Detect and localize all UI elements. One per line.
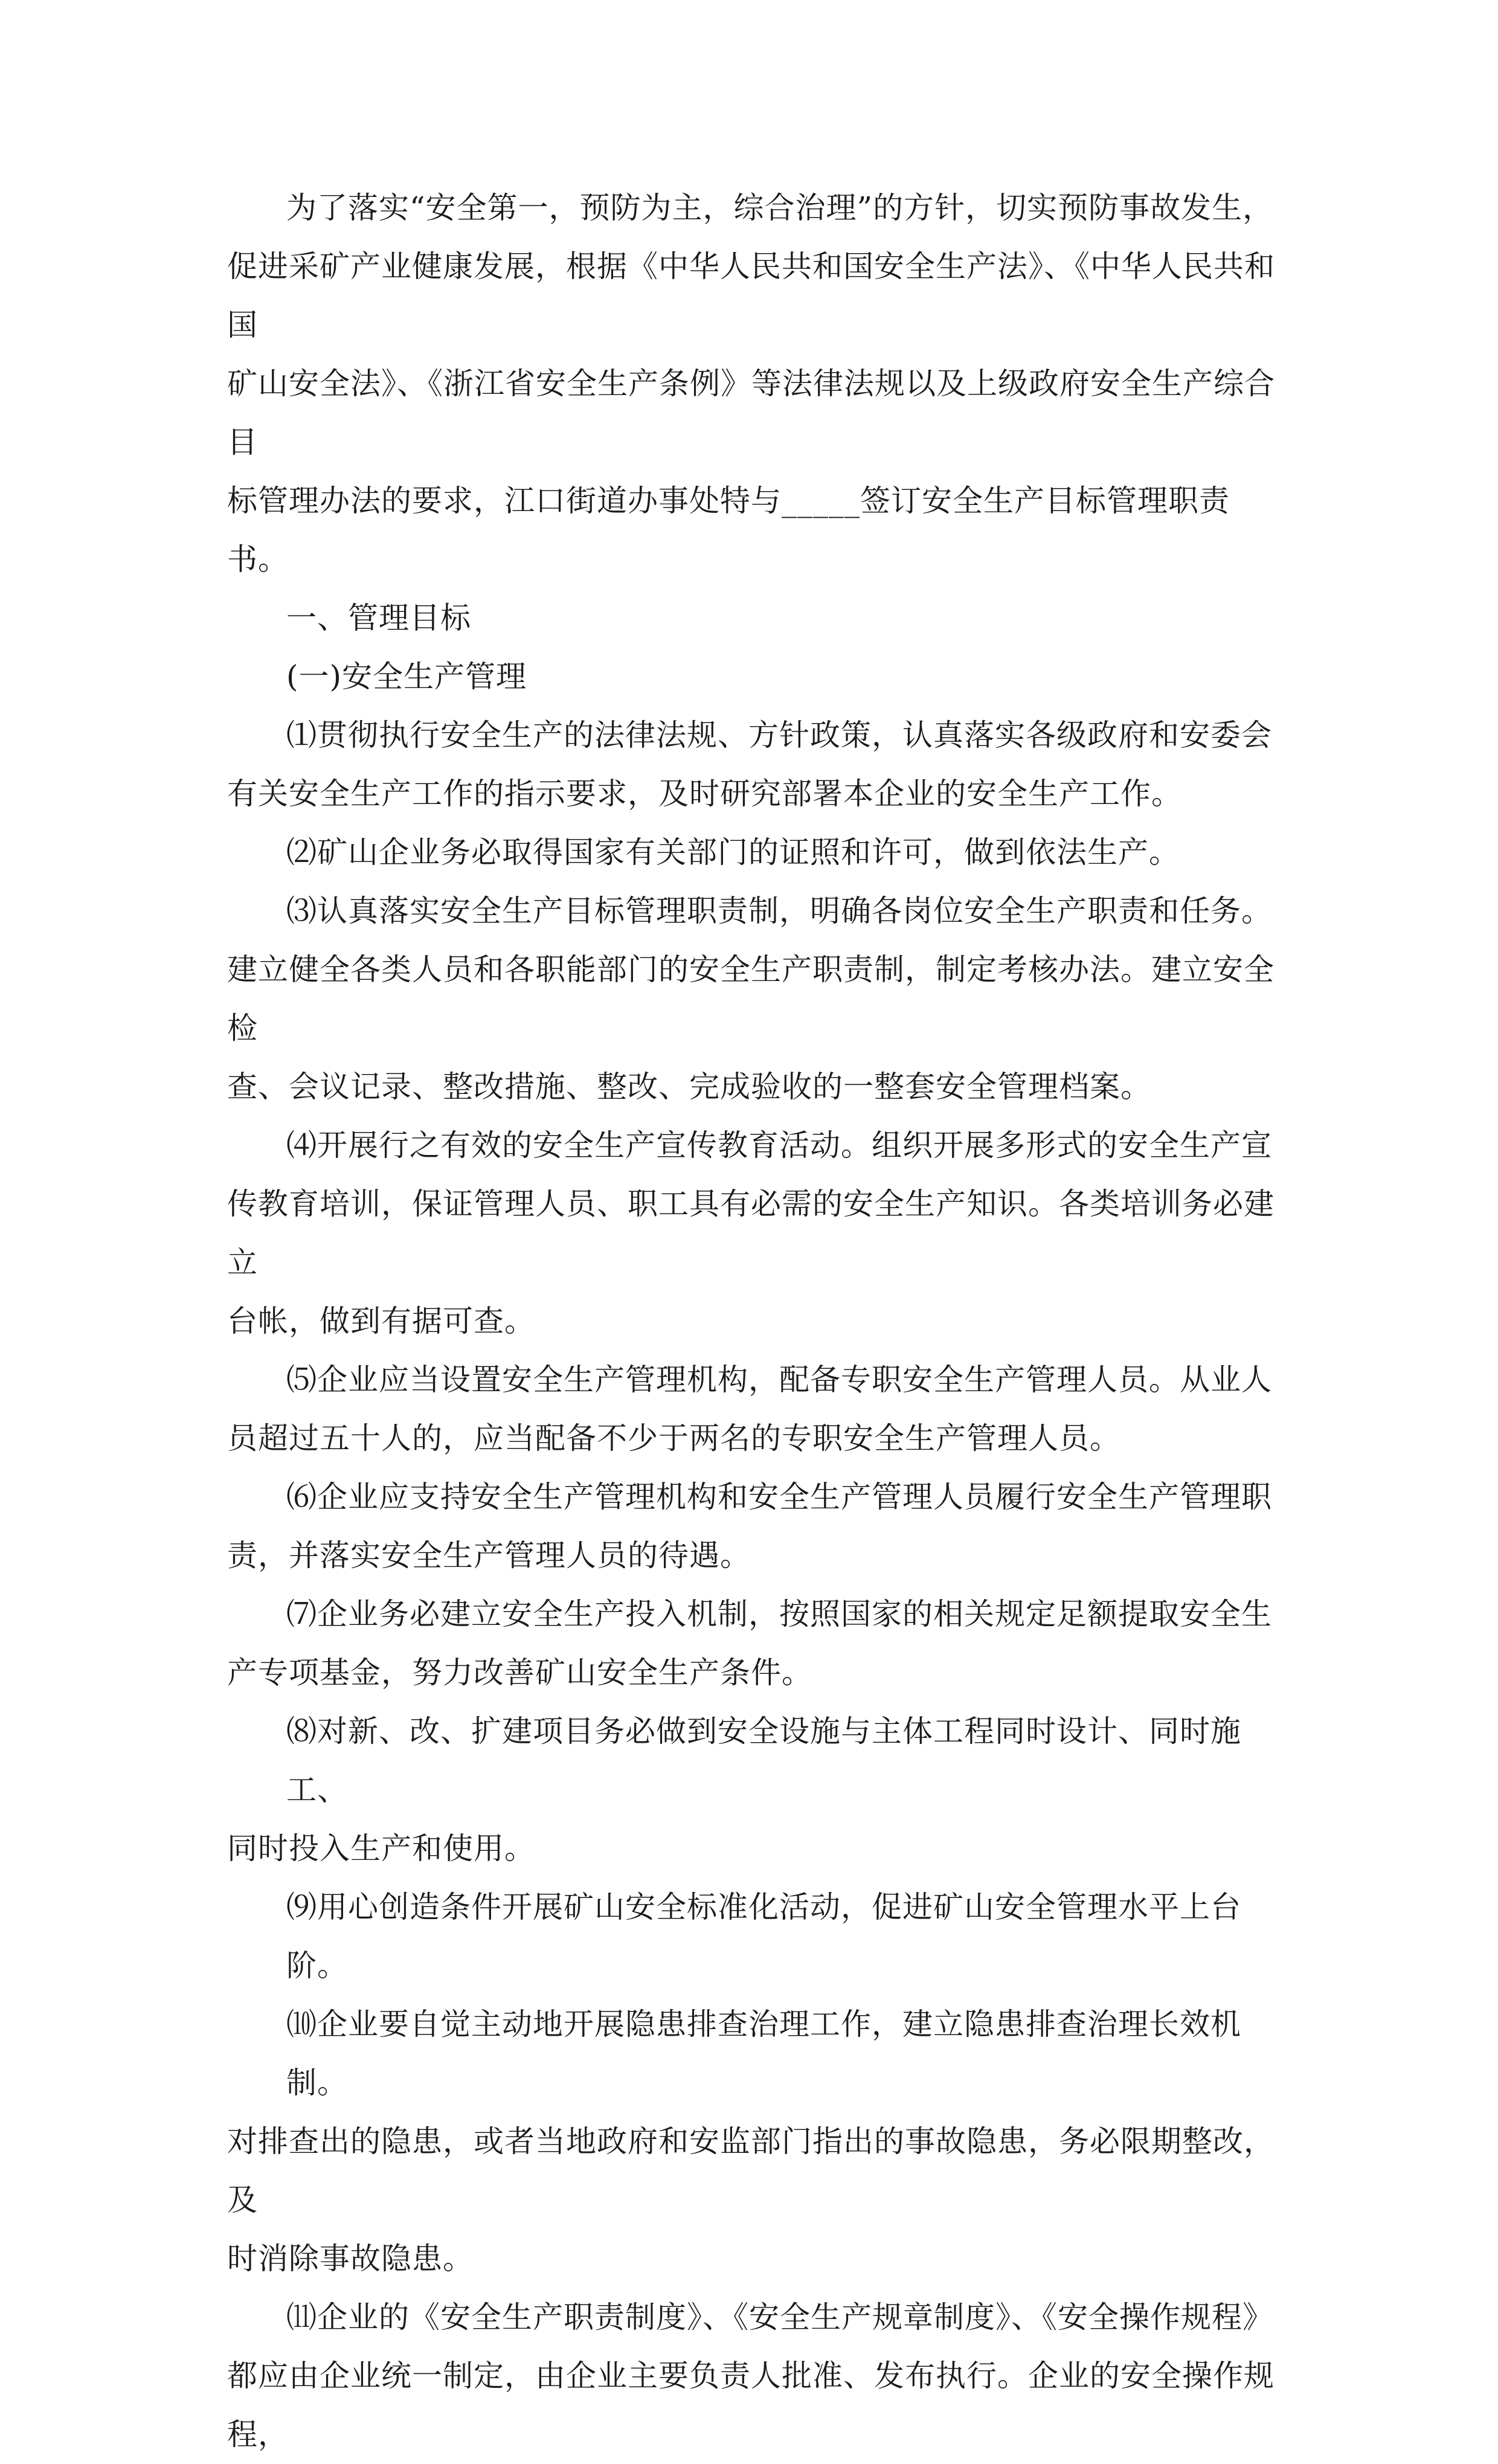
item-3 (227, 882, 1278, 1116)
subsection-heading: (一)安全生产管理 (286, 659, 527, 694)
item-line: 查、会议记录、整改措施、整改、完成验收的一整套安全管理档案。 (227, 1069, 1151, 1104)
item-line: 传教育培训，保证管理人员、职工具有必需的安全生产知识。各类培训务必建立 (227, 1186, 1275, 1280)
item-4 (227, 1116, 1278, 1351)
item-line: ⑸企业应当设置安全生产管理机构，配备专职安全生产管理人员。从业人 (286, 1362, 1272, 1397)
item-line: ⑺企业务必建立安全生产投入机制，按照国家的相关规定足额提取安全生 (286, 1597, 1272, 1632)
item-line: ⑶认真落实安全生产目标管理职责制，明确各岗位安全生产职责和任务。 (286, 893, 1272, 928)
item-line: ⑽企业要自觉主动地开展隐患排查治理工作，建立隐患排查治理长效机制。 (286, 2007, 1241, 2100)
item-line: 责，并落实安全生产管理人员的待遇。 (227, 1538, 751, 1573)
item-line: ⑷开展行之有效的安全生产宣传教育活动。组织开展多形式的安全生产宣 (286, 1128, 1272, 1163)
item-8 (227, 1702, 1278, 1878)
item-11 (227, 2288, 1278, 2464)
item-line: ⑼用心创造条件开展矿山安全标准化活动，促进矿山安全管理水平上台阶。 (286, 1890, 1241, 1983)
item-line: 对排查出的隐患，或者当地政府和安监部门指出的事故隐患，务必限期整改，及 (227, 2124, 1275, 2218)
item-2 (227, 823, 1278, 882)
item-line: 同时投入生产和使用。 (227, 1831, 535, 1866)
item-10 (227, 1995, 1278, 2288)
item-line: ⑾企业的《安全生产职责制度》、《安全生产规章制度》、《安全操作规程》 (286, 2300, 1273, 2335)
item-5 (227, 1351, 1278, 1468)
section-heading: 一、管理目标 (286, 600, 471, 635)
intro-line-2: 促进采矿产业健康发展，根据《中华人民共和国安全生产法》、《中华人民共和国 (227, 249, 1275, 343)
item-7 (227, 1585, 1278, 1702)
item-line: ⑴贯彻执行安全生产的法律法规、方针政策，认真落实各级政府和安委会 (286, 718, 1272, 753)
intro-line-4: 标管理办法的要求，江口街道办事处特与_____签订安全生产目标管理职责书。 (227, 483, 1230, 577)
item-line: 建立健全各类人员和各职能部门的安全生产职责制，制定考核办法。建立安全检 (227, 952, 1275, 1046)
item-line: 时消除事故隐患。 (227, 2241, 474, 2276)
item-line: ⑻对新、改、扩建项目务必做到安全设施与主体工程同时设计、同时施工、 (286, 1714, 1241, 1807)
item-line: 台帐，做到有据可查。 (227, 1304, 535, 1339)
item-line: 产专项基金，努力改善矿山安全生产条件。 (227, 1655, 812, 1690)
item-6 (227, 1468, 1278, 1585)
item-line: ⑹企业应支持安全生产管理机构和安全生产管理人员履行安全生产管理职 (286, 1479, 1272, 1514)
item-line: 都应由企业统一制定，由企业主要负责人批准、发布执行。企业的安全操作规程， (227, 2358, 1275, 2452)
item-1 (227, 706, 1278, 823)
item-line: ⑵矿山企业务必取得国家有关部门的证照和许可，做到依法生产。 (286, 835, 1180, 870)
item-line: 有关安全生产工作的指示要求，及时研究部署本企业的安全生产工作。 (227, 776, 1182, 811)
item-9 (227, 1878, 1278, 1995)
item-line: 员超过五十人的，应当配备不少于两名的专职安全生产管理人员。 (227, 1421, 1120, 1456)
document-page (227, 179, 1278, 2464)
intro-line-3: 矿山安全法》、《浙江省安全生产条例》等法律法规以及上级政府安全生产综合目 (227, 366, 1275, 460)
intro-line-1: 为了落实“安全第一，预防为主，综合治理”的方针，切实预防事故发生， (286, 190, 1274, 225)
